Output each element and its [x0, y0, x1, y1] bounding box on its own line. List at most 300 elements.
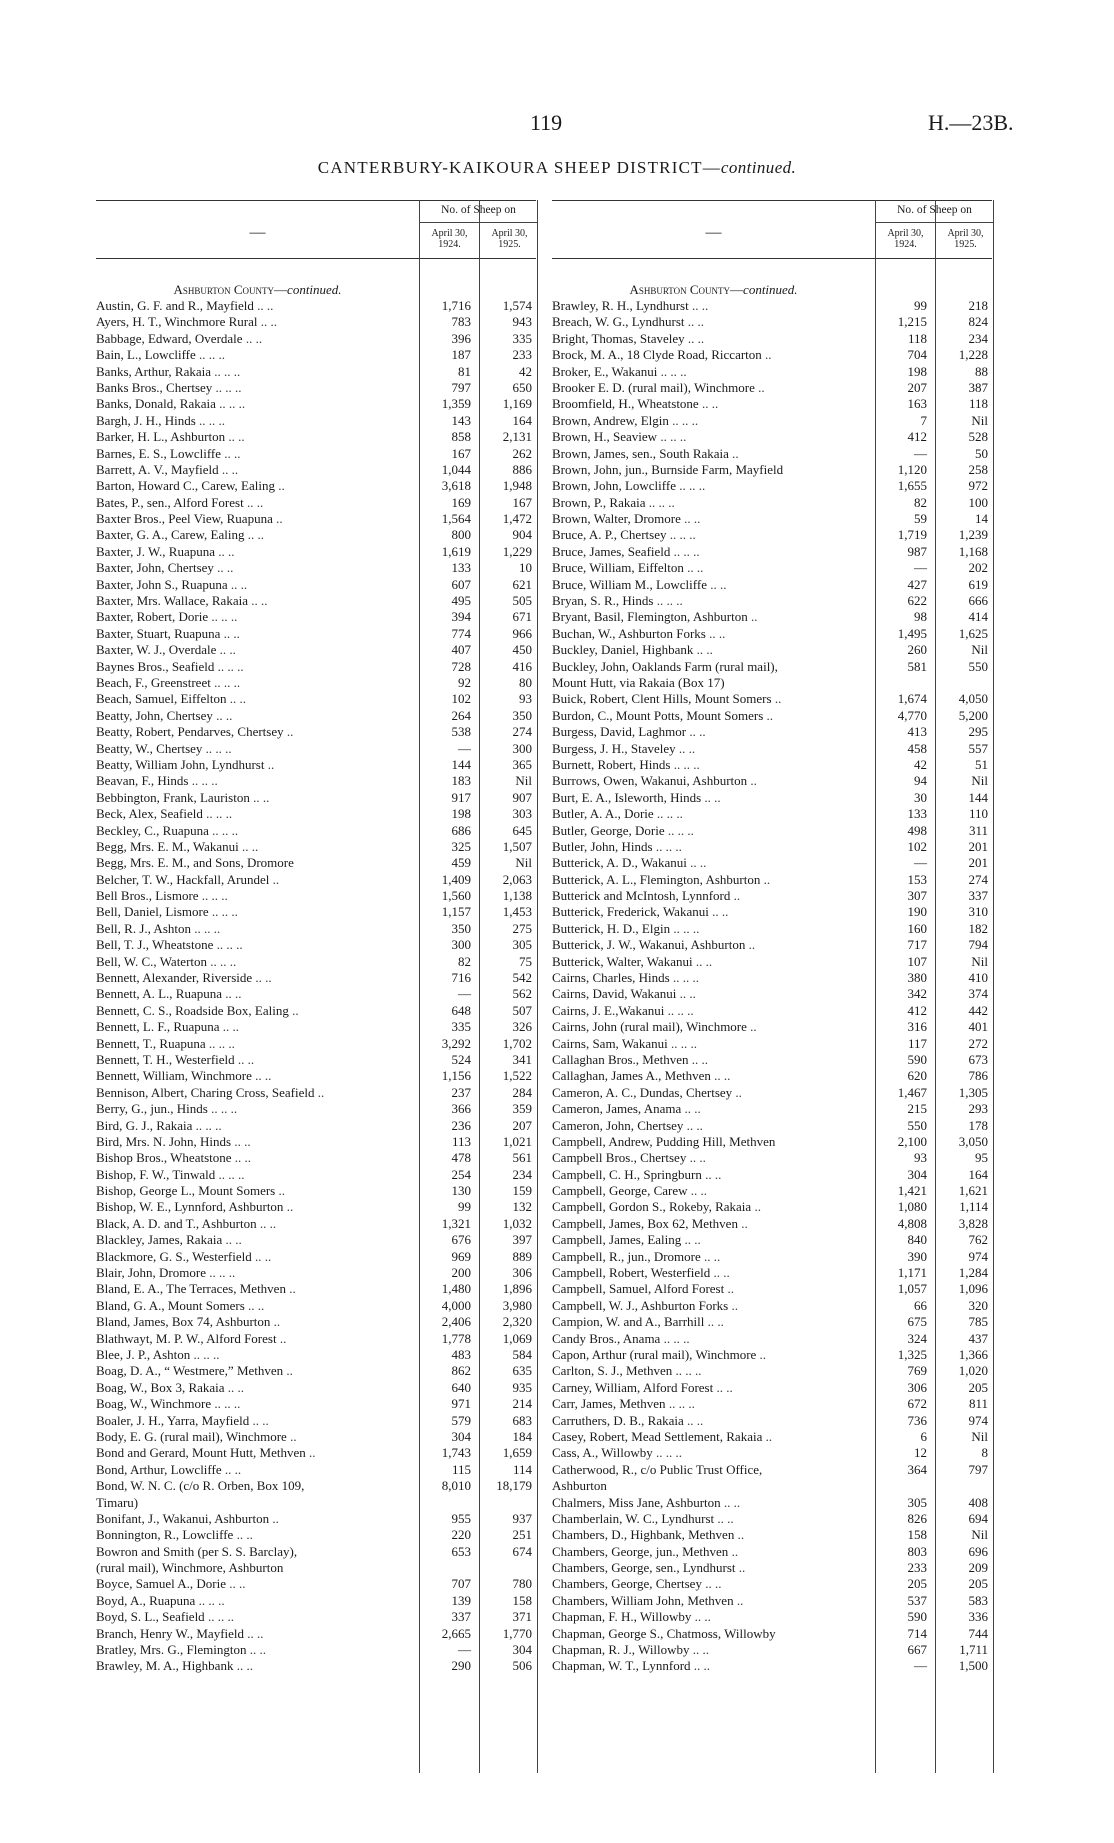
owner-name-text: Brown, James, sen., South Rakaia	[552, 445, 729, 461]
owner-name	[96, 773, 418, 789]
sheep-1925: 284	[512, 1084, 532, 1100]
sheep-1925: 974	[968, 1248, 988, 1264]
leader-dots: .. ..	[238, 838, 259, 854]
owner-name-text: Bishop, George L., Mount Somers	[96, 1183, 276, 1199]
owner-name-text: Bland, G. A., Mount Somers	[96, 1297, 245, 1313]
sheep-1924: 498	[907, 822, 927, 838]
sheep-1924: 2,406	[441, 1314, 471, 1330]
sheep-1925: 371	[512, 1609, 532, 1625]
sheep-1925: Nil	[971, 1428, 988, 1444]
owner-name	[552, 1429, 874, 1445]
leader-dots: .. .. ..	[190, 1347, 220, 1362]
sheep-1925: 943	[512, 314, 532, 330]
leader-dots: ..	[270, 1314, 281, 1330]
sheep-1924: 42	[914, 756, 927, 772]
owner-name-text: Buick, Robert, Clent Hills, Mount Somers	[552, 691, 772, 707]
sheep-1925: 159	[512, 1183, 532, 1199]
owner-name-text: Bond, W. N. C. (c/o R. Orben, Box 109,	[96, 1478, 305, 1494]
sheep-1924: 81	[458, 363, 471, 379]
owner-name-text: Carr, James, Methven	[552, 1396, 666, 1412]
leader-dots: .. ..	[684, 330, 705, 346]
leader-dots: ..	[771, 691, 782, 707]
owner-name-text: Baxter, John S., Ruapuna	[96, 576, 228, 592]
owner-name-text: Burrows, Owen, Wakanui, Ashburton	[552, 773, 748, 789]
sheep-1925: 3,828	[958, 1215, 988, 1231]
sheep-1925: 1,069	[502, 1330, 532, 1346]
table-row	[552, 724, 993, 740]
leader-dots: ..	[283, 1199, 294, 1215]
owner-name-text: Blackley, James, Rakaia	[96, 1232, 223, 1248]
sheep-1925: 1,138	[502, 888, 532, 904]
leader-dots: .. .. ..	[657, 363, 687, 379]
sheep-1924: 1,215	[897, 314, 927, 330]
county-heading	[96, 282, 419, 298]
sheep-1924: 707	[451, 1576, 471, 1592]
leader-dots: ..	[269, 871, 280, 887]
sheep-1925: 762	[968, 1232, 988, 1248]
sheep-1925: 1,574	[502, 298, 532, 313]
leader-dots: .. ..	[705, 625, 726, 641]
sheep-1924: 969	[451, 1248, 471, 1264]
owner-name	[552, 1036, 874, 1052]
owner-name-text: Bain, L., Lowcliffe	[96, 347, 196, 363]
table-row	[552, 1560, 993, 1576]
sheep-1925: 93	[519, 691, 532, 707]
sheep-1925: 118	[968, 396, 988, 412]
owner-name-text: Beach, Samuel, Eiffelton	[96, 691, 227, 707]
sheep-1924: 675	[907, 1314, 927, 1330]
sheep-1925: 341	[512, 1051, 532, 1067]
leader-dots: .. ..	[242, 330, 263, 346]
leader-dots: .. .. ..	[202, 740, 232, 756]
owner-name	[552, 1232, 874, 1248]
sheep-1924: 260	[907, 642, 927, 658]
owner-name	[96, 1363, 418, 1379]
owner-name	[552, 429, 874, 445]
leader-dots: .. ..	[249, 789, 270, 805]
owner-name	[96, 609, 418, 625]
leader-dots: .. ..	[706, 576, 727, 592]
sheep-1924: 59	[914, 511, 927, 527]
owner-name-text: Barton, Howard C., Carew, Ealing	[96, 478, 275, 494]
owner-name-text: (rural mail), Winchmore, Ashburton	[96, 1560, 284, 1576]
county-name: Ashburton County—	[173, 282, 288, 297]
sheep-1924: 158	[907, 1527, 927, 1543]
leader-dots: .. ..	[244, 1297, 265, 1313]
sheep-1925: 207	[512, 1117, 532, 1133]
leader-dots: ..	[733, 1592, 744, 1608]
sheep-1924: 200	[451, 1265, 471, 1281]
sheep-1924: 620	[907, 1068, 927, 1084]
sheep-1924: 380	[907, 970, 927, 986]
leader-dots: ..	[728, 1297, 738, 1313]
leader-dots: .. .. ..	[191, 920, 221, 936]
owner-name	[552, 1052, 874, 1068]
sheep-1925: 234	[968, 330, 988, 346]
sheep-1924: 66	[914, 1297, 927, 1313]
owner-name	[552, 364, 874, 380]
owner-name	[96, 495, 418, 511]
owner-name	[96, 1527, 418, 1543]
owner-name-text: Bennett, C. S., Roadside Box, Ealing	[96, 1002, 289, 1018]
leader-dots: .. ..	[251, 1068, 272, 1084]
sheep-1924: 304	[907, 1166, 927, 1182]
owner-name	[552, 659, 874, 675]
sheep-1925: 262	[512, 445, 532, 461]
sheep-1924: 316	[907, 1019, 927, 1035]
sheep-1925: 666	[968, 593, 988, 609]
leader-dots: .. ..	[212, 707, 233, 723]
owner-name-text: Bird, G. J., Rakaia	[96, 1117, 193, 1133]
sheep-1925: 583	[968, 1592, 988, 1608]
table-row	[96, 1134, 537, 1150]
table-row	[96, 1019, 537, 1035]
owner-name-text: Butler, George, Dorie	[552, 822, 665, 838]
county-continued: continued.	[743, 282, 798, 297]
owner-name-text: Brawley, R. H., Lyndhurst	[552, 298, 689, 313]
sheep-1924: 783	[451, 314, 471, 330]
sheep-1925: 50	[975, 445, 988, 461]
table-row	[96, 609, 537, 625]
owner-name	[552, 1019, 874, 1035]
owner-name	[552, 1068, 874, 1084]
table-row	[552, 1478, 993, 1494]
owner-name-text: Bell Bros., Lismore	[96, 888, 199, 904]
owner-name-text: Carney, William, Alford Forest	[552, 1379, 714, 1395]
table-row	[96, 1068, 537, 1084]
owner-name-text: Beatty, William John, Lyndhurst	[96, 756, 265, 772]
leader-dots: .. ..	[693, 642, 713, 658]
owner-name	[96, 298, 418, 314]
owner-name	[552, 1560, 874, 1576]
leader-dots: .. ..	[220, 625, 240, 641]
table-row	[96, 1511, 537, 1527]
owner-name	[552, 1199, 874, 1215]
sheep-1925: 295	[968, 724, 988, 740]
sheep-1924: 1,409	[441, 871, 471, 887]
table-row	[552, 1249, 993, 1265]
leader-dots: .. ..	[683, 1412, 704, 1428]
sheep-1924: 495	[451, 593, 471, 609]
county-continued: continued.	[287, 282, 342, 297]
owner-name-text: Blackmore, G. S., Westerfield	[96, 1248, 252, 1264]
leader-dots: .. ..	[690, 1658, 711, 1674]
table-row	[552, 1281, 993, 1297]
table-row	[552, 429, 993, 445]
owner-name	[552, 314, 874, 330]
sheep-1924: 220	[451, 1527, 471, 1543]
owner-name	[552, 298, 874, 314]
owner-name	[96, 1331, 418, 1347]
owner-name	[552, 1134, 874, 1150]
table-row	[552, 675, 993, 691]
owner-name-text: Cairns, Charles, Hinds	[552, 970, 670, 986]
sheep-1924: 1,321	[441, 1215, 471, 1231]
sheep-1924: 1,495	[897, 625, 927, 641]
owner-name-text: Bennett, Alexander, Riverside	[96, 970, 253, 986]
sheep-1925: 8	[981, 1445, 988, 1461]
owner-name	[552, 446, 874, 462]
owner-name	[552, 1658, 874, 1674]
county-heading	[552, 282, 875, 298]
table-row	[96, 1609, 537, 1625]
table-row	[552, 609, 993, 625]
sheep-1925: 671	[512, 609, 532, 625]
sheep-1925: 1,702	[502, 1035, 532, 1051]
owner-name-text: Boyd, A., Ruapuna	[96, 1592, 196, 1608]
leader-dots: .. ..	[688, 1051, 708, 1067]
sheep-1924: 117	[907, 1035, 927, 1051]
owner-name	[96, 1085, 418, 1101]
sheep-1924: 12	[914, 1445, 927, 1461]
sheep-1925: 326	[512, 1019, 532, 1035]
owner-name-text: Bell, Daniel, Lismore	[96, 904, 209, 920]
sheep-1924: 1,171	[897, 1265, 927, 1281]
owner-name-text: Baxter, Robert, Dorie	[96, 609, 209, 625]
owner-name-text: Barker, H. L., Ashburton	[96, 429, 226, 445]
owner-name	[552, 626, 874, 642]
sheep-1925: 272	[968, 1035, 988, 1051]
sheep-1924: 607	[451, 576, 471, 592]
leader-dots: ..	[732, 1084, 742, 1100]
leader-dots: .. ..	[244, 1625, 264, 1641]
sheep-1924: 412	[907, 429, 927, 445]
sheep-1924: 118	[907, 330, 927, 346]
table-row	[552, 511, 993, 527]
leader-dots: .. ..	[683, 560, 704, 576]
leader-dots: .. .. ..	[188, 773, 218, 789]
sheep-1924: 840	[907, 1232, 927, 1248]
owner-name-text: Babbage, Edward, Overdale	[96, 330, 243, 346]
sheep-1924: 107	[907, 953, 927, 969]
table-row	[552, 298, 993, 314]
leader-dots: .. ..	[681, 1232, 701, 1248]
sheep-1925: 320	[968, 1297, 988, 1313]
table-row	[96, 839, 537, 855]
leader-dots: ..	[275, 1183, 285, 1199]
owner-name	[96, 1167, 418, 1183]
leader-dots: .. .. ..	[202, 806, 233, 822]
owner-name	[96, 331, 418, 347]
owner-name	[96, 1658, 418, 1674]
owner-name	[552, 544, 874, 560]
table-row	[96, 1036, 537, 1052]
owner-name-text: Brown, P., Rakaia	[552, 494, 646, 510]
owner-name	[552, 1183, 874, 1199]
owner-name	[96, 413, 418, 429]
owner-name-text: Cairns, J. E.,Wakanui	[552, 1002, 665, 1018]
sheep-1924: 254	[451, 1166, 471, 1182]
leader-dots: .. ..	[231, 1133, 251, 1149]
owner-name-text: Chambers, William John, Methven	[552, 1592, 734, 1608]
table-row	[552, 1036, 993, 1052]
table-row	[552, 1462, 993, 1478]
sheep-1924: —	[914, 560, 927, 576]
leader-dots: ..	[737, 1215, 748, 1231]
sheep-1925: 304	[512, 1642, 532, 1658]
table-row	[552, 1495, 993, 1511]
table-row	[96, 708, 537, 724]
owner-name	[552, 1380, 874, 1396]
sheep-1925: 904	[512, 527, 532, 543]
owner-name	[552, 1150, 874, 1166]
leader-dots: .. ..	[720, 1494, 741, 1510]
sheep-1925: 1,659	[502, 1445, 532, 1461]
owner-name	[552, 1216, 874, 1232]
owner-name-text: Campbell, Andrew, Pudding Hill, Methven	[552, 1133, 776, 1149]
table-row	[552, 1609, 993, 1625]
sheep-1924: 1,719	[897, 527, 927, 543]
sheep-1924: 167	[451, 445, 471, 461]
owner-name	[552, 560, 874, 576]
owner-name	[552, 823, 874, 839]
sheep-1924: 640	[451, 1379, 471, 1395]
owner-name	[552, 1544, 874, 1560]
sheep-1925: 14	[975, 511, 988, 527]
owner-name-text: Buchan, W., Ashburton Forks	[552, 625, 706, 641]
owner-name	[96, 593, 418, 609]
sheep-1924: 736	[907, 1412, 927, 1428]
sheep-1924: 324	[907, 1330, 927, 1346]
sheep-1925: Nil	[971, 1527, 988, 1543]
sheep-1924: 305	[907, 1494, 927, 1510]
sheep-1925: 275	[512, 920, 532, 936]
sheep-1925: 1,284	[958, 1265, 988, 1281]
sheep-1924: 1,359	[441, 396, 471, 412]
owner-name-text: Bennison, Albert, Charing Cross, Seafield	[96, 1084, 315, 1100]
owner-name	[96, 1150, 418, 1166]
sheep-1924: 290	[451, 1658, 471, 1674]
sheep-1925: 3,980	[502, 1297, 532, 1313]
owner-name-text: Chamberlain, W. C., Lyndhurst	[552, 1510, 715, 1526]
leader-dots: .. .. ..	[666, 527, 696, 543]
owner-name	[96, 314, 418, 330]
owner-name	[96, 1052, 418, 1068]
sheep-1925: 1,032	[502, 1215, 532, 1231]
sheep-1924: 1,480	[441, 1281, 471, 1297]
sheep-1924: 3,292	[441, 1035, 471, 1051]
owner-name-text: Butterick, Frederick, Wakanui	[552, 904, 709, 920]
sheep-1925: 4,050	[958, 691, 988, 707]
table-row	[552, 314, 993, 330]
owner-name	[552, 396, 874, 412]
leader-dots: .. ..	[701, 789, 721, 805]
sheep-1925: 557	[968, 740, 988, 756]
group-header-rule	[420, 222, 537, 223]
owner-name-text: Bratley, Mrs. G., Flemington	[96, 1642, 247, 1658]
table-row	[552, 1216, 993, 1232]
table-row	[96, 872, 537, 888]
sheep-1924: 1,716	[441, 298, 471, 313]
table-row	[552, 364, 993, 380]
owner-name	[552, 413, 874, 429]
leader-dots: .. ..	[687, 1183, 707, 1199]
sheep-1925: 907	[512, 789, 532, 805]
leader-dots: .. .. ..	[213, 937, 243, 953]
leader-dots: .. ..	[244, 527, 264, 543]
owner-name	[552, 904, 874, 920]
table-row	[552, 560, 993, 576]
sheep-1924: 215	[907, 1101, 927, 1117]
table-row	[552, 757, 993, 773]
leader-dots: .. ..	[686, 724, 706, 740]
table-row	[96, 1560, 537, 1576]
owner-name	[96, 1576, 418, 1592]
table-row	[96, 1052, 537, 1068]
table-row	[96, 1380, 537, 1396]
sheep-1924: 987	[907, 543, 927, 559]
owner-name-text: Bird, Mrs. N. John, Hinds	[96, 1133, 232, 1149]
leader-dots: ..	[760, 871, 771, 887]
owner-name-text: Campbell, Robert, Westerfield	[552, 1265, 711, 1281]
owner-name-text: Boag, W., Box 3, Rakaia	[96, 1379, 225, 1395]
table-row	[552, 1298, 993, 1314]
sheep-1925: 258	[968, 461, 988, 477]
owner-name-text: Butterick, J. W., Wakanui, Ashburton	[552, 937, 746, 953]
table-row	[552, 577, 993, 593]
sheep-1925: 1,228	[958, 347, 988, 363]
sheep-1924: 800	[451, 527, 471, 543]
table-row	[552, 1331, 993, 1347]
sheep-1924: 826	[907, 1510, 927, 1526]
sheep-1924: 672	[907, 1396, 927, 1412]
owner-name-text: Chambers, George, jun., Methven	[552, 1543, 729, 1559]
sheep-1924: 113	[451, 1133, 471, 1149]
title-continued: continued.	[720, 158, 797, 177]
leader-dots: ..	[761, 347, 772, 363]
leader-dots: .. ..	[219, 1019, 240, 1035]
sheep-1924: 413	[907, 724, 927, 740]
table-row	[96, 1003, 537, 1019]
sheep-1925: 251	[512, 1527, 532, 1543]
owner-name	[96, 1560, 418, 1576]
owner-name	[96, 347, 418, 363]
leader-dots: .. ..	[713, 1379, 733, 1395]
sheep-1925: 561	[512, 1150, 532, 1166]
sheep-1925: 696	[968, 1543, 988, 1559]
sheep-1924: 955	[451, 1510, 471, 1526]
county-name: Ashburton County—	[629, 282, 744, 297]
sheep-1924: —	[914, 1658, 927, 1674]
owner-name	[96, 1511, 418, 1527]
owner-name-text: Campbell, James, Box 62, Methven	[552, 1215, 738, 1231]
leader-dots: .. .. ..	[195, 347, 226, 363]
sheep-1924: 917	[451, 789, 471, 805]
table-row	[552, 1396, 993, 1412]
owner-name-text: Brawley, M. A., Highbank	[96, 1658, 234, 1674]
owner-name	[96, 1445, 418, 1461]
table-row	[96, 1298, 537, 1314]
leader-dots: .. .. ..	[208, 904, 238, 920]
table-row	[552, 1019, 993, 1035]
sheep-1925: 550	[968, 658, 988, 674]
table-row	[96, 1281, 537, 1297]
owner-name	[552, 872, 874, 888]
table-row	[96, 446, 537, 462]
owner-name	[552, 642, 874, 658]
owner-name-text: Campion, W. and A., Barrhill	[552, 1314, 705, 1330]
leader-dots: ..	[735, 1560, 746, 1576]
table-top-rule	[96, 200, 536, 201]
leader-dots: ..	[734, 1527, 745, 1543]
leader-dots: ..	[288, 1002, 299, 1018]
table-row	[552, 1183, 993, 1199]
leader-dots: .. .. ..	[675, 478, 706, 494]
owner-name	[96, 806, 418, 822]
leader-dots: .. ..	[691, 1609, 711, 1625]
sheep-1924: 133	[451, 560, 471, 576]
owner-name	[96, 1314, 418, 1330]
